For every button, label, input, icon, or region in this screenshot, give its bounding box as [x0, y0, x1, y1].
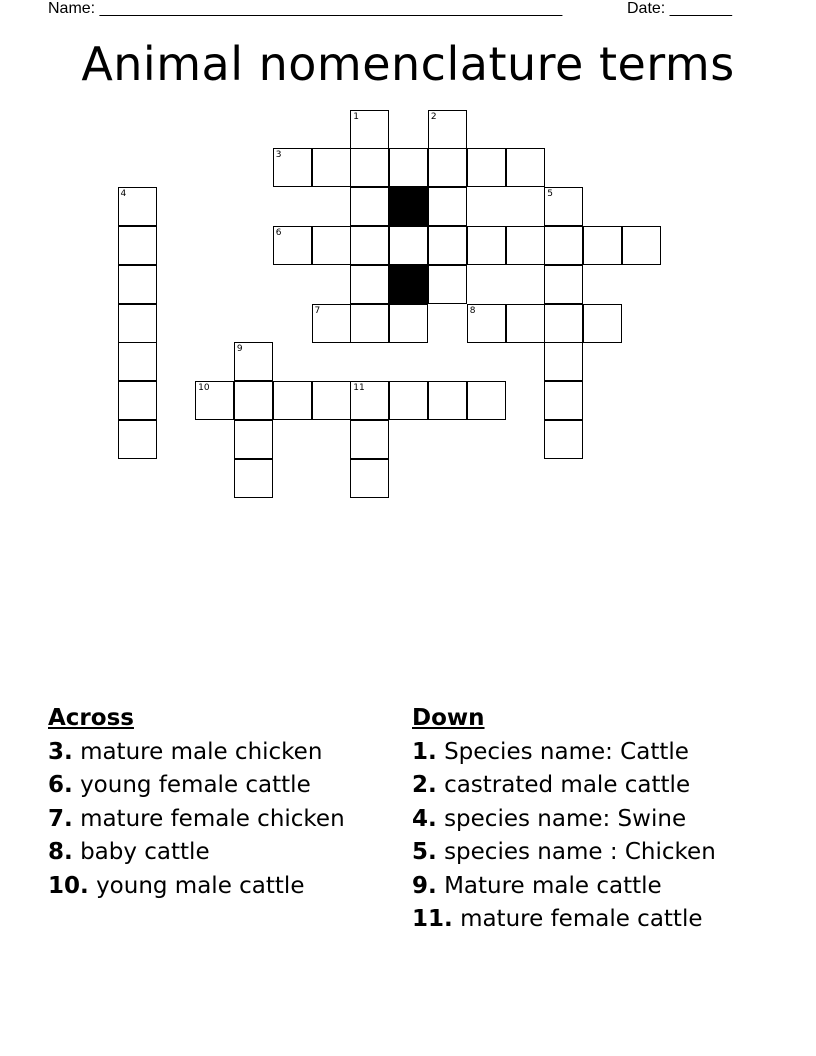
grid-cell-8 — [467, 304, 506, 343]
grid-cell — [350, 265, 389, 304]
down-clues — [412, 702, 716, 937]
clue-down-1: 1. Species name: Cattle — [412, 738, 689, 765]
grid-cell — [350, 304, 389, 343]
grid-cell — [118, 342, 157, 381]
page-title: Animal nomenclature terms — [81, 37, 735, 91]
clue-across-6: 6. young female cattle — [48, 772, 311, 798]
grid-cell — [544, 420, 583, 459]
grid-cell-5 — [544, 187, 583, 226]
grid-cell — [544, 342, 583, 381]
grid-cell — [506, 148, 545, 187]
grid-cell — [428, 148, 467, 187]
grid-cell — [544, 381, 583, 420]
grid-cell — [118, 304, 157, 343]
grid-cell — [428, 226, 467, 265]
grid-cell — [234, 381, 273, 420]
grid-cell — [583, 226, 622, 265]
grid-cell — [350, 459, 389, 498]
grid-cell — [118, 226, 157, 265]
grid-cell — [273, 381, 312, 420]
clue-number: 7 — [314, 305, 321, 316]
grid-cell — [467, 226, 506, 265]
black-cell — [389, 187, 428, 226]
grid-cell — [544, 304, 583, 343]
grid-cell — [389, 381, 428, 420]
grid-cell-6 — [273, 226, 312, 265]
clue-across-8: 8. baby cattle — [48, 839, 210, 865]
clue-number: 2 — [430, 111, 437, 122]
clue-number: 5 — [547, 189, 554, 200]
clue-down-5: 5. species name : Chicken — [412, 839, 716, 865]
date-field-label: Date: _______ — [627, 0, 732, 17]
grid-cell — [350, 148, 389, 187]
grid-cell — [118, 381, 157, 420]
grid-cell — [544, 265, 583, 304]
grid-cell — [467, 381, 506, 420]
clue-across-7: 7. mature female chicken — [48, 805, 345, 832]
grid-cell — [622, 226, 661, 265]
grid-cell — [312, 381, 351, 420]
grid-cell — [234, 459, 273, 498]
grid-cell-3 — [273, 148, 312, 187]
grid-cell — [506, 226, 545, 265]
black-cell — [389, 265, 428, 304]
grid-cell — [312, 148, 351, 187]
grid-cell — [583, 304, 622, 343]
clue-down-2: 2. castrated male cattle — [412, 772, 691, 798]
grid-cell — [389, 304, 428, 343]
across-heading: Across — [48, 705, 134, 731]
grid-cell — [350, 187, 389, 226]
clue-down-9: 9. Mature male cattle — [412, 872, 662, 899]
grid-cell — [506, 304, 545, 343]
grid-cell-2 — [428, 110, 467, 149]
clue-number: 4 — [120, 189, 127, 200]
clue-number: 3 — [275, 150, 282, 161]
grid-cell-1 — [350, 110, 389, 149]
grid-cell — [118, 420, 157, 459]
across-clues — [48, 702, 345, 903]
clue-across-10: 10. young male cattle — [48, 872, 305, 899]
grid-cell — [350, 226, 389, 265]
grid-cell — [312, 226, 351, 265]
grid-cell — [350, 420, 389, 459]
clue-across-3: 3. mature male chicken — [48, 738, 323, 765]
grid-cell — [467, 148, 506, 187]
clue-number: 10 — [198, 383, 210, 394]
clue-down-4: 4. species name: Swine — [412, 805, 687, 832]
clue-number: 1 — [353, 111, 360, 122]
grid-cell — [118, 265, 157, 304]
down-heading: Down — [412, 705, 485, 731]
clue-down-11: 11. mature female cattle — [412, 906, 703, 932]
name-field-label: Name: ____________________________________________________ — [48, 0, 563, 17]
grid-cell — [428, 187, 467, 226]
clue-number: 6 — [275, 227, 282, 238]
grid-cell — [389, 148, 428, 187]
clue-number: 11 — [353, 383, 365, 394]
grid-cell — [428, 265, 467, 304]
grid-cell-7 — [312, 304, 351, 343]
grid-cell-10 — [195, 381, 234, 420]
clue-number: 8 — [469, 305, 476, 316]
grid-cell — [428, 381, 467, 420]
grid-cell-4 — [118, 187, 157, 226]
grid-cell-11 — [350, 381, 389, 420]
clue-number: 9 — [236, 344, 243, 355]
grid-cell-9 — [234, 342, 273, 381]
grid-cell — [389, 226, 428, 265]
grid-cell — [544, 226, 583, 265]
grid-cell — [234, 420, 273, 459]
